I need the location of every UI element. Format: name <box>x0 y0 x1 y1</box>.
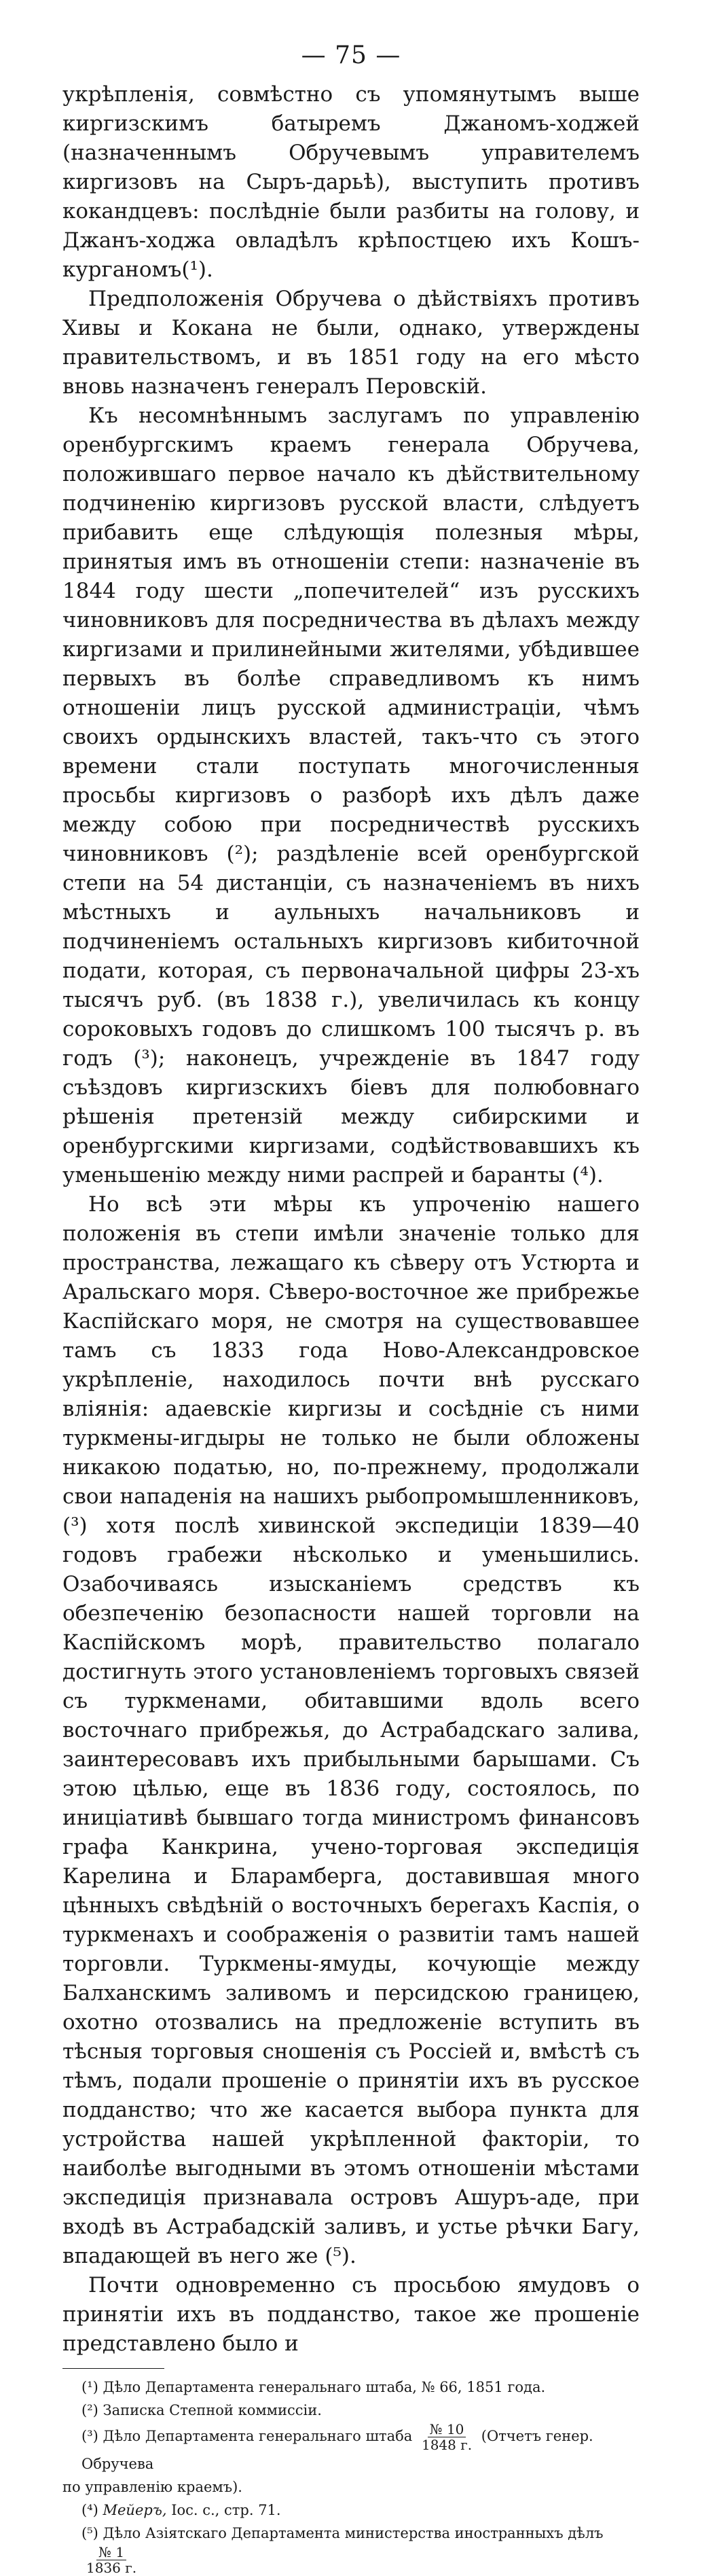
footnote-4 <box>62 2499 640 2522</box>
footnote-4-mark: (⁴) <box>81 2502 98 2518</box>
page-number: — 75 — <box>301 41 401 69</box>
footnote-divider <box>62 2368 164 2369</box>
footnote-3-continuation: по управленію краемъ). <box>62 2479 242 2495</box>
footnote-3 <box>62 2422 640 2475</box>
fraction-numerator: № 10 <box>428 2422 466 2437</box>
footnote-4-text: Іос. с., стр. 71. <box>171 2502 281 2518</box>
paragraph: укрѣпленія, совмѣстно съ упомянутымъ выше киргизскимъ батыремъ Джаномъ-ходжей (назначеннымъ Обручевымъ управителемъ киргизовъ на Сыръ-дарьѣ), выступить противъ кокандцевъ: послѣдніе были разбиты на голову, и Джанъ-ходжа овладѣлъ крѣпостцею ихъ Кошъ-курганомъ(¹). <box>62 82 640 282</box>
footnote-3-fraction <box>420 2422 474 2452</box>
paragraph: Къ несомнѣннымъ заслугамъ по управленію оренбургскимъ краемъ генерала Обручева, положившаго первое начало къ дѣйствительному подчиненію киргизовъ русской власти, слѣдуетъ прибавить еще слѣдующія полезныя мѣры, принятыя имъ въ отношеніи степи: назначеніе въ 1844 году шести „попечителей“ изъ русскихъ чиновниковъ для посредничества въ дѣлахъ между киргизами и прилинейными жителями, убѣдившее первыхъ въ болѣе справедливомъ къ нимъ отношеніи лицъ русской администраціи, чѣмъ своихъ ордынскихъ властей, такъ-что съ этого времени стали поступать многочисленныя просьбы киргизовъ о разборѣ ихъ дѣлъ даже между собою при посредничествѣ русскихъ чиновниковъ (²); раздѣленіе всей оренбургской степи на 54 дистанціи, съ назначеніемъ въ нихъ мѣстныхъ и аульныхъ начальниковъ и подчиненіемъ остальныхъ киргизовъ кибиточной подати, которая, съ первоначальной цифры 23-хъ тысячъ руб. (въ 1838 г.), увеличилась къ концу сороковыхъ годовъ до слишкомъ 100 тысячъ р. въ годъ (³); наконецъ, учрежденіе въ 1847 году съѣздовъ киргизскихъ біевъ для полюбовнаго рѣшенія претензій между сибирскими и оренбургскими киргизами, содѣйствовавшихъ къ уменьшенію между ними распрей и баранты (⁴). <box>62 404 640 1187</box>
body-text <box>62 80 640 2359</box>
footnote-4-author: Мейеръ, <box>103 2502 167 2518</box>
footnote-2: (²) Записка Степной коммиссіи. <box>81 2402 322 2418</box>
footnotes <box>62 2376 640 2575</box>
footnote-5-text: (⁵) Дѣло Азіятскаго Департамента министерства иностранныхъ дѣлъ <box>81 2525 604 2541</box>
fraction-denominator: 1848 г. <box>421 2437 473 2453</box>
footnote-1: (¹) Дѣло Департамента генеральнаго штаба, № 66, 1851 года. <box>81 2379 546 2395</box>
fraction-denominator: 1836 г. <box>86 2560 137 2576</box>
paragraph: Но всѣ эти мѣры къ упроченію нашего положенія въ степи имѣли значеніе только для пространства, лежащаго къ сѣверу отъ Устюрта и Аральскаго моря. Сѣверо-восточное же прибрежье Каспійскаго моря, не смотря на существовавшее тамъ съ 1833 года Ново-Александровское укрѣпленіе, находилось почти внѣ русскаго вліянія: адаевскіе киргизы и сосѣдніе съ ними туркмены-игдыры не только не были обложены никакою податью, но, по-прежнему, продолжали свои нападенія на нашихъ рыбопромышленниковъ, (³) хотя послѣ хивинской экспедиціи 1839—40 годовъ грабежи нѣсколько и уменьшились. Озабочиваясь изысканіемъ средствъ къ обезпеченію безопасности нашей торговли на Каспійскомъ морѣ, правительство полагало достигнуть этого установленіемъ торговыхъ связей съ туркменами, обитавшими вдоль всего восточнаго прибрежья, до Астрабадскаго залива, заинтересовавъ ихъ прибыльными барышами. Съ этою цѣлью, еще въ 1836 году, состоялось, по иниціативѣ бывшаго тогда министромъ финансовъ графа Канкрина, учено-торговая экспедиція Карелина и Бларамберга, доставившая много цѣнныхъ свѣдѣній о восточныхъ берегахъ Каспія, о туркменахъ и соображенія о развитіи тамъ нашей торговли. Туркмены-ямуды, кочующіе между Балханскимъ заливомъ и персидскою границею, охотно отозвались на предложеніе вступить въ тѣсныя торговыя сношенія съ Россіей и, вмѣстѣ съ тѣмъ, подали прошеніе о принятіи ихъ въ русское подданство; что же касается выбора пункта для устройства нашей укрѣпленной факторіи, то наиболѣе выгодными въ этомъ отношеніи мѣстами экспедиція признавала островъ Ашуръ-аде, при входѣ въ Астрабадскій заливъ, и устье рѣчки Багу, впадающей въ него же (⁵). <box>62 1192 640 2268</box>
footnote-3-tail: (Отчетъ генер. Обручева <box>81 2428 593 2472</box>
footnote-3-text: (³) Дѣло Департамента генеральнаго штаба <box>81 2428 413 2444</box>
paragraph: Почти одновременно съ просьбою ямудовъ о принятіи ихъ въ подданство, такое же прошеніе представлено было и <box>62 2273 640 2356</box>
footnote-5 <box>62 2522 640 2575</box>
fraction-numerator: № 1 <box>96 2545 126 2560</box>
paragraph: Предположенія Обручева о дѣйствіяхъ противъ Хивы и Кокана не были, однако, утверждены правительствомъ, и въ 1851 году на его мѣсто вновь назначенъ генералъ Перовскій. <box>62 287 640 399</box>
document-page <box>62 41 640 2575</box>
footnote-5-fraction <box>84 2545 139 2575</box>
